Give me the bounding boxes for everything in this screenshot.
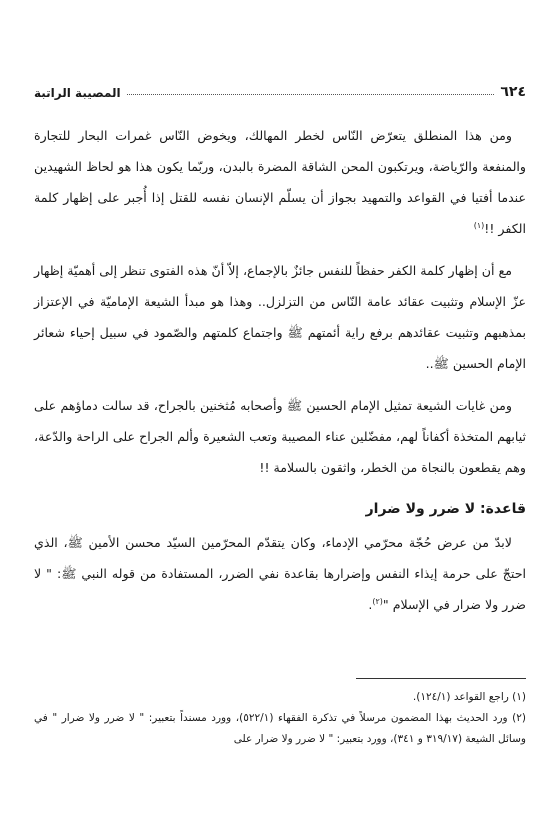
footnote-1: (١) راجع القواعد (١٢٤/١). [412,691,526,703]
paragraph-3-text: ومن غايات الشيعة تمثيل الإمام الحسين ﷺ وأصحابه مُثخنين بالجراح، قد سالت دماؤهم على ثيابهم المتخذة أكفاناً لهم، مفضّلين عناء المصيبة وتعب الشعيرة وألم الجراح على الراحة والدّعة، وهم يقطعون بالنجاة من الخطر، واثقون بالسلامة !! [34,398,526,475]
paragraph-4: لابدّ من عرض حُجّة محرّمي الإدماء، وكان يتقدّم المحرّمين السيّد محسن الأمين ﷺ، الذي احتجّ على حرمة إيذاء النفس وإضرارها بقاعدة نفي الضرر، المستفادة من قوله النبي ﷺ: " لا ضرر ولا ضرار في الإسلام "$^{(٢)}$. [34,535,526,612]
footnote-2: (٢) ورد الحديث بهذا المضمون مرسلاً في تذكرة الفقهاء (٥٢٢/١)، وورد مسنداً بتعبير: " لا ضرر ولا ضرار " في وسائل الشيعة (٣١٩/١٧ و ٣٤١)، وورد بتعبير: " لا ضرر ولا ضرار على [34,712,526,745]
footnotes [34,678,526,750]
page-body [34,120,526,631]
paragraph-2-text: مع أن إظهار كلمة الكفر حفظاً للنفس جائزٌ بالإجماع، إلاّ أنّ هذه الفتوى تنظر إلى أهميّة إظهار عزّ الإسلام وتثبيت عقائد عامة النّاس من التزلزل.. وهذا هو مبدأ الشيعة الإماميّة في الإعتزاز بمذهبهم وتثبيت عقائدهم برفع راية أئمتهم ﷺ واجتماع كلمتهم والصّمود في سبيل إحياء شعائر الإمام الحسين ﷺ.. [34,263,526,371]
section-heading: قاعدة: لا ضرر ولا ضرار [365,501,526,517]
running-title: المصيبة الراتبة [34,86,121,100]
footnote-separator [356,678,526,679]
paragraph-4-text: لابدّ من عرض حُجّة محرّمي الإدماء، وكان يتقدّم المحرّمين السيّد محسن الأمين ﷺ، الذي احتجّ على حرمة إيذاء النفس وإضرارها بقاعدة نفي الضرر، المستفادة من قوله النبي ﷺ: " لا ضرر ولا ضرار في الإسلام " [34,535,526,612]
header-dotted-rule [127,94,495,95]
footnote-ref-2[interactable]: (٢) [372,596,383,606]
page-number: ٦٢٤ [500,84,526,100]
paragraph-1 [34,120,526,244]
paragraph-1-text: ومن هذا المنطلق يتعرّض النّاس لخطر المهالك، ويخوض النّاس غمرات البحار للتجارة والمنفعة والرّياضة، ويرتكبون المحن الشاقة المضرة بالبدن، وربّما يكون هذا هو لحاظ الشهيدين عندما أفتيا في القواعد والتمهيد بجواز أن يسلّم الإنسان نفسه للقتل إذا أُجبر على إظهار كلمة الكفر !! [34,128,526,236]
footnote-ref-1[interactable]: (١) [473,220,485,230]
paragraph-3 [34,390,526,483]
page-header [34,78,526,100]
paragraph-2 [34,255,526,379]
